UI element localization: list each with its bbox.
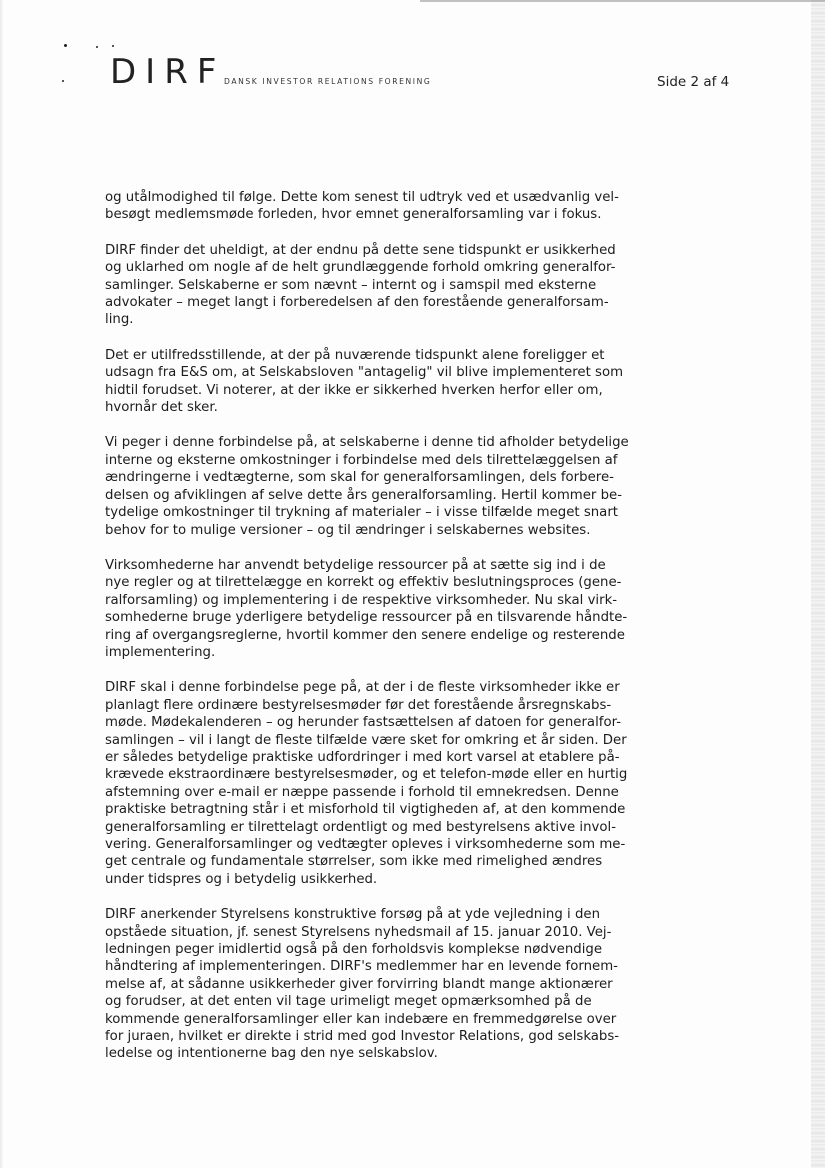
text-line: Det er utilfredsstillende, at der på nuværende tidspunkt alene foreligger et (105, 347, 605, 363)
text-line: er således betydelige praktiske udfordringer i med kort varsel at etablere på- (105, 749, 620, 765)
text-line: håndtering af implementeringen. DIRF's medlemmer har en levende fornem- (105, 959, 618, 975)
text-line: get centrale og fundamentale størrelser, som ikke med rimelighed ændres (105, 854, 603, 870)
text-line: samlingen – vil i langt de fleste tilfælde være sket for omkring et år siden. Der (105, 732, 627, 748)
text-line: hvornår det sker. (105, 400, 218, 416)
text-line: hidtil forudset. Vi noterer, at der ikke er sikkerhed hverken herfor eller om, (105, 382, 603, 398)
text-line: Virksomhederne har anvendt betydelige ressourcer på at sætte sig ind i de (105, 557, 606, 573)
text-line: melse af, at sådanne usikkerheder giver forvirring blandt mange aktionærer (105, 976, 613, 992)
text-line: implementering. (105, 644, 216, 660)
scan-edge-right (811, 0, 825, 1168)
text-line: ralforsamling) og implementering i de respektive virksomheder. Nu skal virk- (105, 592, 618, 608)
text-line: møde. Mødekalenderen – og herunder fastsættelsen af datoen for generalfor- (105, 715, 621, 731)
text-line: afstemning over e-mail er næppe passende i forhold til emnekredsen. Denne (105, 784, 619, 800)
scan-edge-left (0, 0, 4, 1168)
letter-body (105, 189, 665, 1081)
text-line: interne og eksterne omkostninger i forbindelse med dels tilrettelæggelsen af (105, 452, 618, 468)
text-line: Vi peger i denne forbindelse på, at selskaberne i denne tid afholder betydelige (105, 435, 629, 451)
text-line: udsagn fra E&S om, at Selskabsloven "antagelig" vil blive implementeret som (105, 365, 624, 381)
paragraph-3 (105, 347, 665, 417)
text-line: generalforsamling er tilrettelagt ordentligt og med bestyrelsens aktive invol- (105, 819, 617, 835)
text-line: somhederne bruge yderligere betydelige ressourcer på en tilsvarende håndte- (105, 610, 628, 626)
text-line: for juraen, hvilket er direkte i strid med god Investor Relations, god selskabs- (105, 1029, 620, 1045)
text-line: og utålmodighed til følge. Dette kom senest til udtryk ved et usædvanlig vel- (105, 190, 619, 205)
text-line: under tidspres og i betydelig usikkerhed. (105, 871, 378, 887)
text-line: nye regler og at tilrettelægge en korrekt og effektiv beslutningsproces (gene- (105, 575, 622, 591)
text-line: ring af overgangsreglerne, hvortil kommer den senere endelige og resterende (105, 627, 625, 643)
text-line: krævede ekstraordinære bestyrelsesmøder, og et telefon-møde eller en hurtig (105, 767, 628, 783)
text-line: ledningen peger imidlertid også på den forholdsvis komplekse nødvendige (105, 942, 603, 958)
paragraph-5 (105, 557, 665, 661)
text-line: samlinger. Selskaberne er som nævnt – internt og i samspil med eksterne (105, 277, 597, 293)
paragraph-7 (105, 906, 665, 1063)
text-line: besøgt medlemsmøde forleden, hvor emnet generalforsamling var i fokus. (105, 207, 602, 223)
text-line: delsen og afviklingen af selve dette års generalforsamling. Hertil kommer be- (105, 487, 623, 503)
text-line: planlagt flere ordinære bestyrelsesmøder før det forestående årsregnskabs- (105, 697, 612, 713)
text-line: og uklarhed om nogle af de helt grundlæggende forhold omkring generalfor- (105, 260, 616, 276)
dirf-logo: DIRF (110, 52, 226, 92)
organization-name: DANSK INVESTOR RELATIONS FORENING (224, 77, 432, 86)
text-line: DIRF anerkender Styrelsens konstruktive forsøg på at yde vejledning i den (105, 907, 600, 923)
text-line: DIRF finder det uheldigt, at der endnu på dette sene tidspunkt er usikkerhed (105, 242, 616, 258)
text-line: tydelige omkostninger til trykning af materialer – i visse tilfælde meget snart (105, 505, 619, 521)
paragraph-4 (105, 434, 665, 538)
paragraph-1 (105, 189, 665, 224)
page-number: Side 2 af 4 (657, 74, 730, 90)
text-line: ling. (105, 312, 134, 328)
text-line: advokater – meget langt i forberedelsen af den forestående generalforsam- (105, 295, 609, 311)
text-line: ændringerne i vedtægterne, som skal for generalforsamlingen, dels forbere- (105, 470, 614, 486)
text-line: vering. Generalforsamlinger og vedtægter opleves i virksomhederne som me- (105, 837, 626, 852)
paragraph-2 (105, 242, 665, 329)
text-line: opståede situation, jf. senest Styrelsens nyhedsmail af 15. januar 2010. Vej- (105, 924, 612, 940)
text-line: ledelse og intentionerne bag den nye selskabslov. (105, 1046, 438, 1062)
text-line: praktiske betragtning står i et misforhold til vigtigheden af, at den kommende (105, 802, 626, 818)
text-line: og forudser, at det enten vil tage urimeligt meget opmærksomhed på de (105, 994, 592, 1010)
text-line: DIRF skal i denne forbindelse pege på, at der i de fleste virksomheder ikke er (105, 680, 620, 696)
text-line: behov for to mulige versioner – og til ændringer i selskabernes websites. (105, 522, 591, 538)
paragraph-6 (105, 679, 665, 888)
text-line: kommende generalforsamlinger eller kan indebære en fremmedgørelse over (105, 1011, 617, 1027)
letterhead (0, 0, 825, 120)
